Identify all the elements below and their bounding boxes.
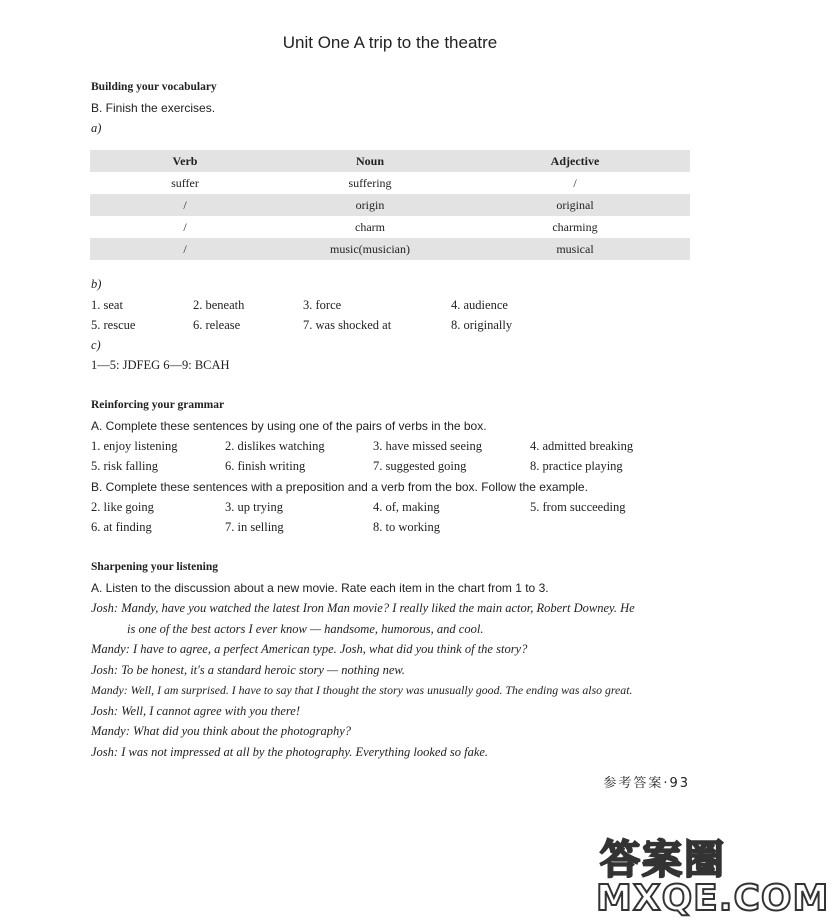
- answer-item: 1. enjoy listening: [91, 439, 178, 453]
- table-cell: musical: [556, 241, 594, 256]
- table-cell: suffer: [171, 175, 199, 190]
- column-header-verb: Verb: [172, 153, 198, 168]
- dialogue-line: Josh: To be honest, it's a standard heroic story — nothing new.: [91, 663, 405, 677]
- answer-item: 4. admitted breaking: [530, 439, 634, 453]
- answer-item: 3. have missed seeing: [373, 439, 483, 453]
- answer-item: 6. finish writing: [225, 459, 306, 473]
- answer-item: 1. seat: [91, 298, 123, 312]
- answer-item: 6. release: [193, 318, 241, 332]
- page-number-footer: 参考答案·93: [603, 776, 690, 791]
- table-row: [90, 172, 690, 194]
- answer-item: 8. to working: [373, 520, 441, 534]
- dialogue-line: Josh: Well, I cannot agree with you there!: [91, 704, 300, 718]
- dialogue-line: Mandy: What did you think about the photography?: [91, 724, 352, 738]
- column-header-noun: Noun: [355, 153, 384, 168]
- answer-item: 1—5: JDFEG 6—9: BCAH: [91, 358, 230, 372]
- answer-item: 7. was shocked at: [303, 318, 392, 332]
- vocabulary-table: [90, 150, 690, 260]
- dialogue-line: Josh: I was not impressed at all by the photography. Everything looked so fake.: [91, 745, 489, 759]
- section-heading-grammar: Reinforcing your grammar: [91, 399, 225, 411]
- section-heading-vocabulary: Building your vocabulary: [91, 81, 217, 93]
- table-cell: original: [556, 197, 594, 212]
- table-row: [90, 194, 690, 216]
- answer-item: 2. beneath: [193, 298, 245, 312]
- table-cell: suffering: [348, 175, 392, 190]
- answer-item: 2. like going: [91, 500, 154, 514]
- answer-item: 3. force: [303, 298, 342, 312]
- watermark-logo-cn: 答案圈: [600, 837, 726, 883]
- answer-item: 8. originally: [451, 318, 513, 332]
- dialogue-line: is one of the best actors I ever know — handsome, humorous, and cool.: [127, 622, 484, 636]
- answer-item: 5. risk falling: [91, 459, 159, 473]
- answer-item: 3. up trying: [225, 500, 283, 514]
- column-header-adjective: Adjective: [550, 153, 600, 168]
- section-heading-listening: Sharpening your listening: [91, 561, 218, 573]
- page-title: Unit One A trip to the theatre: [282, 33, 498, 52]
- dialogue-line: Mandy: Well, I am surprised. I have to say that I thought the story was unusually good. The ending was also great.: [91, 683, 633, 697]
- instruction-grammar-b: B. Complete these sentences with a preposition and a verb from the box. Follow the example.: [91, 480, 588, 494]
- table-cell: origin: [355, 197, 385, 212]
- dialogue-line: Mandy: I have to agree, a perfect American type. Josh, what did you think of the story?: [91, 642, 528, 656]
- answer-item: 7. suggested going: [373, 459, 467, 473]
- table-cell: charm: [355, 219, 385, 234]
- label-a: a): [91, 121, 102, 135]
- table-cell: music(musician): [330, 241, 410, 256]
- answer-item: 7. in selling: [225, 520, 284, 534]
- instruction-grammar-a: A. Complete these sentences by using one of the pairs of verbs in the box.: [91, 419, 487, 433]
- answer-item: 5. from succeeding: [530, 500, 626, 514]
- label-b: b): [91, 277, 102, 291]
- answer-item: 2. dislikes watching: [225, 439, 325, 453]
- table-row: [90, 238, 690, 260]
- table-cell: /: [183, 241, 187, 256]
- table-row: [90, 216, 690, 238]
- instruction-vocab-b: B. Finish the exercises.: [91, 101, 216, 115]
- table-cell: /: [183, 197, 187, 212]
- answer-item: 6. at finding: [91, 520, 152, 534]
- label-c: c): [91, 338, 101, 352]
- table-cell: /: [573, 175, 577, 190]
- watermark-logo-en: MXQE.COM: [596, 878, 829, 919]
- dialogue-line: Josh: Mandy, have you watched the latest Iron Man movie? I really liked the main actor, Robert Downey. He: [91, 601, 635, 615]
- answer-item: 5. rescue: [91, 318, 136, 332]
- table-cell: /: [183, 219, 187, 234]
- instruction-listening-a: A. Listen to the discussion about a new movie. Rate each item in the chart from 1 to 3.: [91, 581, 549, 595]
- table-cell: charming: [552, 219, 598, 234]
- answer-item: 4. of, making: [373, 500, 440, 514]
- answer-item: 8. practice playing: [530, 459, 623, 473]
- answer-item: 4. audience: [451, 298, 508, 312]
- table-header-row: [90, 150, 690, 172]
